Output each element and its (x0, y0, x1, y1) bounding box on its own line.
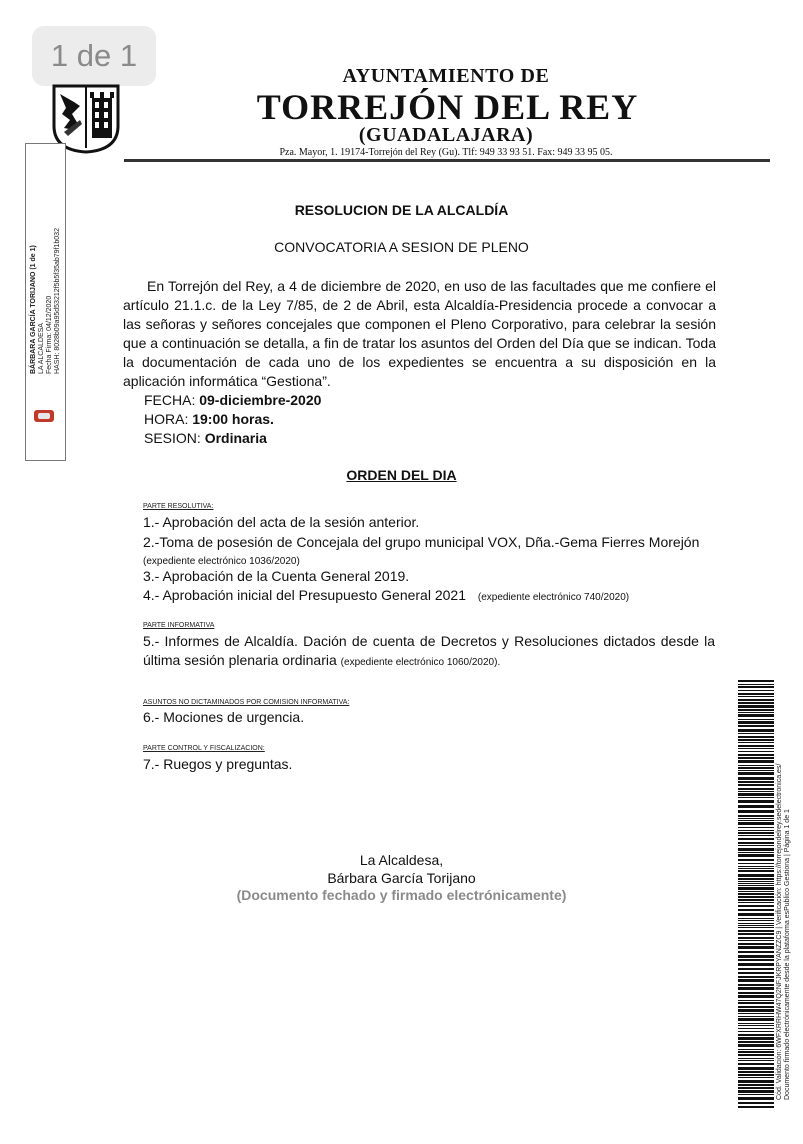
barcode-bar (738, 923, 774, 924)
signature-name: Bárbara García Torijano (327, 870, 476, 886)
signature-note: (Documento fechado y firmado electrónicamente) (236, 887, 567, 903)
barcode-bar (738, 909, 774, 911)
barcode-bar (738, 1028, 774, 1029)
barcode-bar (738, 1090, 774, 1093)
barcode-bar (738, 878, 774, 880)
barcode-bar (738, 822, 774, 825)
section-heading: PARTE RESOLUTIVA: (143, 503, 214, 510)
barcode-bar (738, 1000, 774, 1001)
barcode-bar (738, 820, 774, 821)
validation-text-block (776, 690, 796, 1100)
barcode-bar (738, 745, 774, 747)
barcode-bar (738, 686, 774, 688)
barcode-bar (738, 968, 774, 970)
barcode-bar (738, 891, 774, 892)
barcode-bar (738, 1058, 774, 1059)
barcode-bar (738, 881, 774, 882)
section-heading: PARTE CONTROL Y FISCALIZACION: (143, 745, 265, 752)
barcode-bar (738, 1023, 774, 1024)
meta-hora (144, 410, 274, 429)
barcode-bar (738, 693, 774, 695)
barcode-bar (738, 848, 774, 851)
agenda-item (143, 586, 715, 607)
barcode-bar (738, 951, 774, 953)
barcode-bar (738, 680, 774, 682)
barcode-bar (738, 830, 774, 831)
fecha-label: FECHA: (144, 392, 200, 408)
barcode-bar (738, 976, 774, 978)
agenda-item: 3.- Aprobación de la Cuenta General 2019. (143, 568, 410, 584)
barcode-bar (738, 896, 774, 898)
body-paragraph: En Torrejón del Rey, a 4 de diciembre de 2020, en uso de las facultades que me confiere el artículo 21.1.c. de la Ley 7/85, de 2 de Abril, esta Alcaldía-Presidencia procede a convocar a las señoras y señores concejales que componen el Pleno Corporativo, para celebrar la sesión que a continuación se detalla, a fin de tratar los asuntos del Orden del Día que se indican. Toda la documentación de cada uno de los expedientes se encuentra a su disposición en la aplicación informática “Gestiona”. (123, 278, 716, 389)
barcode-bar (738, 992, 774, 994)
agenda-item-note: (expediente electrónico 1036/2020) (143, 556, 300, 567)
barcode-bar (738, 739, 774, 741)
barcode-bar (738, 1049, 774, 1050)
document-subtitle: CONVOCATORIA A SESION DE PLENO (274, 239, 529, 255)
document-title: RESOLUCION DE LA ALCALDÍA (294, 202, 509, 218)
agenda-item (143, 632, 715, 672)
barcode-bar (738, 696, 774, 697)
barcode-bar (738, 1094, 774, 1095)
barcode-bar (738, 709, 774, 711)
barcode-bar (738, 854, 774, 857)
barcode-bar (738, 815, 774, 817)
barcode-bar (738, 893, 774, 895)
barcode-bar (738, 927, 774, 928)
barcode-bar (738, 760, 774, 763)
barcode-bar (738, 887, 774, 890)
barcode-bar (738, 972, 774, 974)
meta-fecha (144, 391, 321, 410)
barcode-bar (738, 770, 774, 771)
barcode-bar (738, 818, 774, 819)
validation-code: Cód. Validación: 6WFXRRHW47Q2NFJKRPYANZZC9 | Verificación: https://torrejondelrey.sedelectronica.es/ (776, 763, 783, 1100)
barcode-bar (738, 705, 774, 708)
agenda-item: 2.-Toma de posesión de Concejala del grupo municipal VOX, Dña.-Gema Fierres Morejón (143, 534, 700, 550)
barcode-bar (738, 1106, 774, 1108)
validation-platform: Documento firmado electrónicamente desde la plataforma esPublico Gestiona | Página 1 de 1 (784, 809, 791, 1100)
barcode-bar (738, 1034, 774, 1036)
barcode-bar (738, 937, 774, 939)
signature-role: La Alcaldesa, (359, 852, 444, 868)
barcode-bar (738, 1018, 774, 1021)
stamp-logo-icon (33, 409, 55, 423)
barcode-bar (738, 943, 774, 945)
letterhead-town-name: TORREJÓN DEL REY (256, 87, 639, 127)
barcode-bar (738, 1097, 774, 1100)
sesion-value: Ordinaria (204, 430, 267, 446)
barcode-bar (738, 899, 774, 901)
stamp-signer-role: LA ALCALDESA (38, 323, 45, 374)
barcode-bar (738, 712, 774, 713)
barcode-bar (738, 863, 774, 864)
barcode-bar (738, 1016, 774, 1017)
barcode-bar (738, 748, 774, 749)
letterhead-province: (GUADALAJARA) (358, 124, 534, 146)
barcode-bar (738, 987, 774, 990)
barcode-bar (738, 800, 774, 803)
barcode-bar (738, 1102, 774, 1104)
barcode-bar (738, 810, 774, 813)
barcode-bar (738, 725, 774, 727)
barcode-bar (738, 1080, 774, 1083)
stamp-signer-name: BÁRBARA GARCÍA TORIJANO (1 de 1) (30, 245, 37, 374)
agenda-item-text: 4.- Aprobación inicial del Presupuesto General 2021 (143, 587, 466, 603)
barcode-bar (738, 930, 774, 932)
barcode-bar (738, 1006, 774, 1008)
stamp-sign-date: Fecha Firma: 04/12/2020 (46, 295, 53, 374)
barcode-bar (738, 702, 774, 704)
barcode-bar (738, 959, 774, 961)
barcode-bar (738, 984, 774, 986)
barcode-bar (738, 940, 774, 941)
hora-label: HORA: (144, 411, 193, 427)
barcode-bar (738, 767, 774, 769)
barcode-bar (738, 1074, 774, 1076)
barcode-bar (738, 1067, 774, 1070)
barcode-bar (738, 754, 774, 756)
barcode-bar (738, 1087, 774, 1089)
barcode-bar (738, 1077, 774, 1078)
barcode-bar (738, 874, 774, 877)
barcode-bar (738, 751, 774, 752)
barcode-bar (738, 797, 774, 798)
barcode-bar (738, 1084, 774, 1086)
barcode-bar (738, 920, 774, 921)
barcode-bar (738, 1002, 774, 1004)
stamp-hash: HASH: 8028b09a95d53212f5b5f35ab79f1b032 (54, 228, 61, 374)
agenda-item-note: (expediente electrónico 1060/2020). (340, 657, 501, 668)
agenda-item: 1.- Aprobación del acta de la sesión anterior. (143, 514, 420, 530)
barcode-bar (738, 721, 774, 724)
barcode-bar (738, 714, 774, 717)
letterhead-rule (124, 159, 770, 162)
barcode-bar (738, 793, 774, 796)
barcode-bar (738, 918, 774, 919)
fecha-value: 09-diciembre-2020 (199, 392, 322, 408)
barcode-bar (738, 1071, 774, 1073)
barcode-bar (738, 1054, 774, 1056)
barcode-bar (738, 781, 774, 783)
barcode-bar (738, 838, 774, 840)
barcode-bar (738, 1060, 774, 1061)
letterhead-address: Pza. Mayor, 1. 19174-Torrejón del Rey (Gu). Tlf: 949 33 93 51. Fax: 949 33 95 05. (279, 147, 613, 158)
barcode-bar (738, 933, 774, 935)
barcode-bar (738, 791, 774, 792)
barcode-bar (738, 925, 774, 926)
barcode-bar (738, 1009, 774, 1012)
barcode-bar (738, 913, 774, 916)
barcode-bar (738, 835, 774, 836)
barcode-bar (738, 765, 774, 766)
barcode-bar (738, 1044, 774, 1047)
barcode-bar (738, 777, 774, 780)
barcode-bar (738, 784, 774, 786)
barcode-bar (738, 1063, 774, 1065)
barcode-bar (738, 995, 774, 998)
barcode-bar (738, 955, 774, 958)
barcode-bar (738, 885, 774, 886)
page-indicator[interactable]: 1 de 1 (32, 26, 156, 86)
barcode-bar (738, 733, 774, 734)
barcode-bar (738, 845, 774, 846)
barcode-bar (738, 1051, 774, 1053)
barcode-bar (738, 842, 774, 844)
barcode-bar (738, 866, 774, 867)
orden-del-dia-title: ORDEN DEL DIA (346, 467, 457, 483)
barcode-bar (738, 1013, 774, 1014)
barcode-bar (738, 883, 774, 884)
barcode-bar (738, 868, 774, 869)
barcode-bar (738, 757, 774, 759)
agenda-item-note: (expediente electrónico 740/2020) (477, 592, 630, 603)
agenda-item: 6.- Mociones de urgencia. (143, 709, 305, 725)
section-heading: ASUNTOS NO DICTAMINADOS POR COMISION INFORMATIVA: (143, 699, 350, 706)
barcode-bar (738, 905, 774, 907)
barcode-bar (738, 772, 774, 775)
hora-value: 19:00 horas. (192, 411, 274, 427)
barcode-bar (738, 870, 774, 872)
barcode-bar (738, 979, 774, 982)
barcode-bar (738, 1041, 774, 1043)
sesion-label: SESION: (144, 430, 205, 446)
barcode-bar (738, 690, 774, 691)
barcode-bar (738, 788, 774, 790)
barcode (738, 680, 774, 1108)
barcode-bar (738, 699, 774, 701)
meta-sesion (144, 429, 267, 448)
agenda-item-text: 5.- Informes de Alcaldía. Dación de cuenta de Decretos y Resoluciones dictados desde la última sesión plenaria ordinaria (143, 633, 715, 668)
barcode-bar (738, 736, 774, 738)
barcode-bar (738, 1037, 774, 1040)
barcode-bar (738, 805, 774, 808)
barcode-bar (738, 859, 774, 861)
barcode-bar (738, 946, 774, 949)
barcode-bar (738, 1025, 774, 1026)
barcode-bar (738, 827, 774, 828)
barcode-bar (738, 729, 774, 732)
barcode-bar (738, 684, 774, 685)
agenda-item: 7.- Ruegos y preguntas. (143, 756, 293, 772)
barcode-bar (738, 852, 774, 853)
letterhead-line1: AYUNTAMIENTO DE (342, 65, 550, 87)
barcode-bar (738, 1031, 774, 1032)
barcode-bar (738, 719, 774, 720)
section-heading: PARTE INFORMATIVA (143, 622, 215, 629)
barcode-bar (738, 963, 774, 966)
barcode-bar (738, 742, 774, 743)
barcode-bar (738, 902, 774, 903)
barcode-bar (738, 832, 774, 834)
